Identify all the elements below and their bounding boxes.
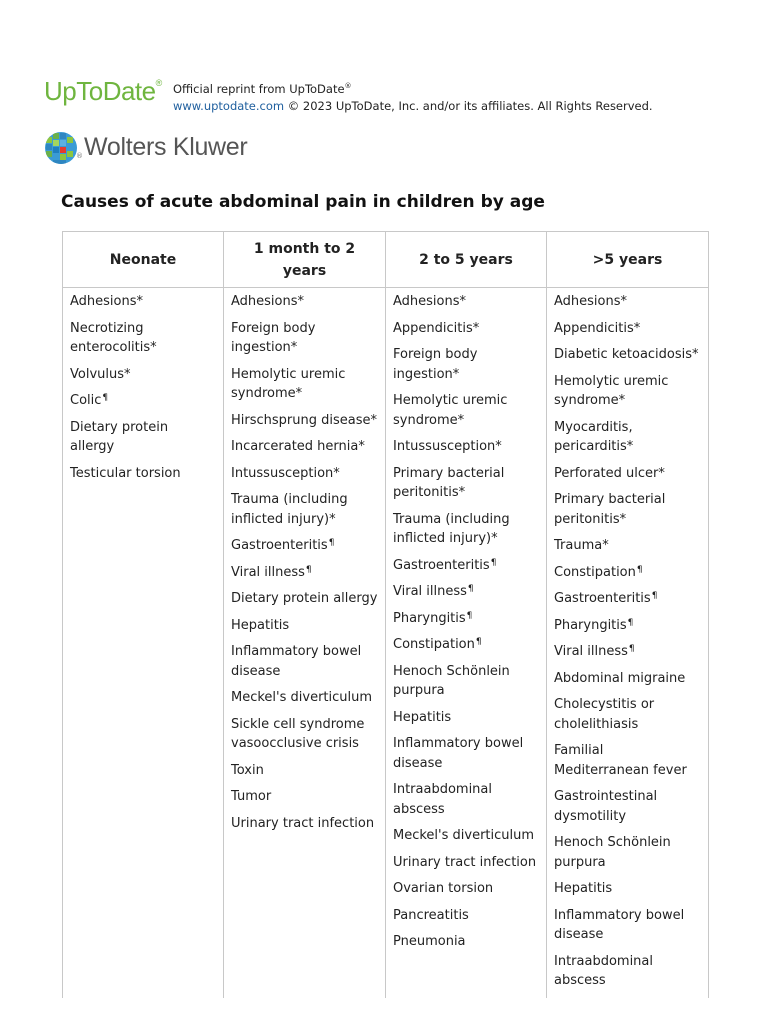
list-item-text: Tumor [231,789,272,804]
wolters-kluwer-mark: ® [76,152,83,160]
list-item-text: Constipation [393,637,475,652]
list-item-text: Adhesions* [70,294,144,309]
table-header-row [63,232,709,288]
list-item [231,616,378,636]
list-item [393,879,539,899]
list-item [393,582,539,602]
list-item-text: Intussusception* [231,465,340,481]
list-item-text: Meckel's diverticulum [393,828,535,843]
list-item-text: Incarcerated hernia* [231,439,365,454]
list-item [554,741,701,780]
column-cell-1-month-to-2-years [224,288,386,998]
footnote-mark: ¶ [628,644,635,654]
list-item-text: Myocarditis, pericarditis* [554,419,634,454]
list-item-text: Hemolytic uremic syndrome* [231,366,346,401]
list-item [393,635,539,655]
footnote-mark: ¶ [475,637,482,647]
list-item [393,437,539,457]
causes-table [62,231,709,998]
list-item [70,464,216,484]
list-item [231,787,378,807]
list-item [393,292,539,312]
column-header-2-to-5-years: 2 to 5 years [386,232,547,288]
list-item-text: Hirschsprung disease* [231,412,377,428]
list-item-text: Inflammatory bowel disease [231,644,362,679]
list-item [554,833,701,872]
list-item-text: Pharyngitis [554,617,627,633]
list-item-text: Hemolytic uremic syndrome* [393,393,508,428]
list-item-text: Dietary protein allergy [231,591,378,606]
list-item [70,319,216,358]
list-item [70,418,216,457]
column-header-over-5-years: >5 years [547,232,709,288]
list-item [393,780,539,819]
list-item-text: Cholecystitis or cholelithiasis [554,697,655,732]
list-item [231,411,378,431]
list-item-text: Pharyngitis [393,610,466,626]
list-item [231,292,378,312]
list-item [231,464,378,484]
list-item-text: Trauma (including inflicted injury)* [231,492,348,527]
list-item-text: Intraabdominal abscess [554,953,653,988]
list-item [231,589,378,609]
list-item-text: Intraabdominal abscess [393,782,492,817]
column-header-neonate: Neonate [63,232,224,288]
footnote-mark: ¶ [305,564,312,575]
list-item-text: Foreign body ingestion* [231,320,316,355]
footnote-mark: ¶ [328,538,335,548]
list-item [554,669,701,689]
list-item [554,319,701,339]
list-item-text: Adhesions* [554,294,628,309]
list-item [554,787,701,826]
list-item [231,536,378,556]
list-item-text: Diabetic ketoacidosis* [554,347,699,362]
list-item-text: Urinary tract infection [231,815,375,831]
list-item [393,510,539,549]
uptodate-link[interactable]: www.uptodate.com [173,98,285,113]
list-item-text: Henoch Schönlein purpura [554,835,671,870]
list-item-text: Colic [70,393,102,408]
list-item [393,464,539,503]
reprint-notice [173,78,653,115]
list-item-text: Necrotizing enterocolitis* [70,320,157,355]
list-item [554,464,701,484]
list-item [393,609,539,629]
table-row [63,288,709,998]
list-item [393,906,539,926]
list-item [393,734,539,773]
list-item [554,695,701,734]
uptodate-logo-mark: ® [155,78,162,88]
list-item [231,319,378,358]
list-item [554,879,701,899]
list-item [231,490,378,529]
list-item [231,642,378,681]
copyright-text: © 2023 UpToDate, Inc. and/or its affiliates. All Rights Reserved. [284,98,653,113]
list-item [231,814,378,834]
list-item [393,853,539,873]
list-item [554,642,701,662]
footnote-mark: ¶ [636,564,643,575]
footnote-mark: ¶ [467,584,474,594]
list-item-text: Primary bacterial peritonitis* [393,465,505,500]
list-item-text: Appendicitis* [554,320,641,336]
list-item [554,490,701,529]
list-item [393,708,539,728]
reprint-header [44,76,724,116]
list-item [393,556,539,576]
list-item-text: Inflammatory bowel disease [554,907,685,942]
list-item-text: Meckel's diverticulum [231,690,373,705]
list-item [393,826,539,846]
list-item-text: Trauma* [554,538,609,553]
list-item [70,365,216,385]
list-item-text: Intussusception* [393,439,502,454]
wolters-kluwer-globe-icon [44,131,78,165]
list-item-text: Gastrointestinal dysmotility [554,789,658,824]
list-item-text: Adhesions* [231,294,305,309]
list-item [393,662,539,701]
list-item [231,761,378,781]
list-item-text: Hepatitis [554,881,613,896]
column-cell-neonate [63,288,224,998]
list-item-text: Henoch Schönlein purpura [393,663,510,698]
footnote-mark: ¶ [490,557,497,568]
list-item-text: Viral illness [554,644,628,659]
footnote-mark: ¶ [651,591,658,601]
list-item [554,616,701,636]
list-item-text: Viral illness [393,584,467,599]
list-item-text: Dietary protein allergy [70,419,169,454]
list-item [393,345,539,384]
list-item [70,391,216,411]
list-item-text: Familial Mediterranean fever [554,743,687,778]
list-item-text: Adhesions* [393,294,467,309]
list-item [231,563,378,583]
list-item-text: Appendicitis* [393,320,480,336]
list-item [554,345,701,365]
list-item-text: Hemolytic uremic syndrome* [554,373,669,408]
list-item-text: Foreign body ingestion* [393,347,478,382]
list-item-text: Viral illness [231,564,305,580]
list-item [231,365,378,404]
footnote-mark: ¶ [627,617,634,628]
reprint-line: Official reprint from UpToDate [173,81,345,96]
list-item-text: Pancreatitis [393,907,469,923]
reprint-mark: ® [344,82,352,90]
uptodate-logo [44,76,162,107]
list-item [554,589,701,609]
list-item [70,292,216,312]
list-item-text: Hepatitis [231,617,290,633]
list-item-text: Gastroenteritis [393,557,490,573]
list-item-text: Sickle cell syndrome vasoocclusive crisis [231,716,365,751]
list-item-text: Volvulus* [70,366,131,382]
uptodate-logo-text: UpToDate [44,76,156,106]
list-item-text: Gastroenteritis [231,538,328,553]
list-item [554,563,701,583]
list-item-text: Constipation [554,564,636,580]
list-item-text: Perforated ulcer* [554,465,665,481]
footnote-mark: ¶ [102,393,109,403]
list-item-text: Pneumonia [393,934,466,949]
list-item [231,715,378,754]
list-item [554,292,701,312]
list-item-text: Primary bacterial peritonitis* [554,492,666,527]
list-item [393,319,539,339]
list-item [554,952,701,991]
list-item [554,372,701,411]
list-item-text: Toxin [231,762,264,778]
column-header-1-month-to-2-years: 1 month to 2 years [224,232,386,288]
list-item [231,437,378,457]
list-item-text: Gastroenteritis [554,591,651,606]
list-item-text: Trauma (including inflicted injury)* [393,511,510,546]
list-item [231,688,378,708]
list-item [554,536,701,556]
wolters-kluwer-name: Wolters Kluwer [84,133,248,161]
footnote-mark: ¶ [466,610,473,621]
page-title: Causes of acute abdominal pain in children by age [61,192,545,212]
list-item [554,418,701,457]
list-item [393,391,539,430]
list-item-text: Urinary tract infection [393,854,537,870]
list-item [393,932,539,952]
column-cell-over-5-years [547,288,709,998]
list-item-text: Ovarian torsion [393,881,494,896]
column-cell-2-to-5-years [386,288,547,998]
list-item-text: Abdominal migraine [554,670,686,686]
list-item-text: Hepatitis [393,709,452,725]
list-item [554,906,701,945]
list-item-text: Testicular torsion [70,465,181,481]
list-item-text: Inflammatory bowel disease [393,736,524,771]
wolters-kluwer-logo [44,131,264,165]
